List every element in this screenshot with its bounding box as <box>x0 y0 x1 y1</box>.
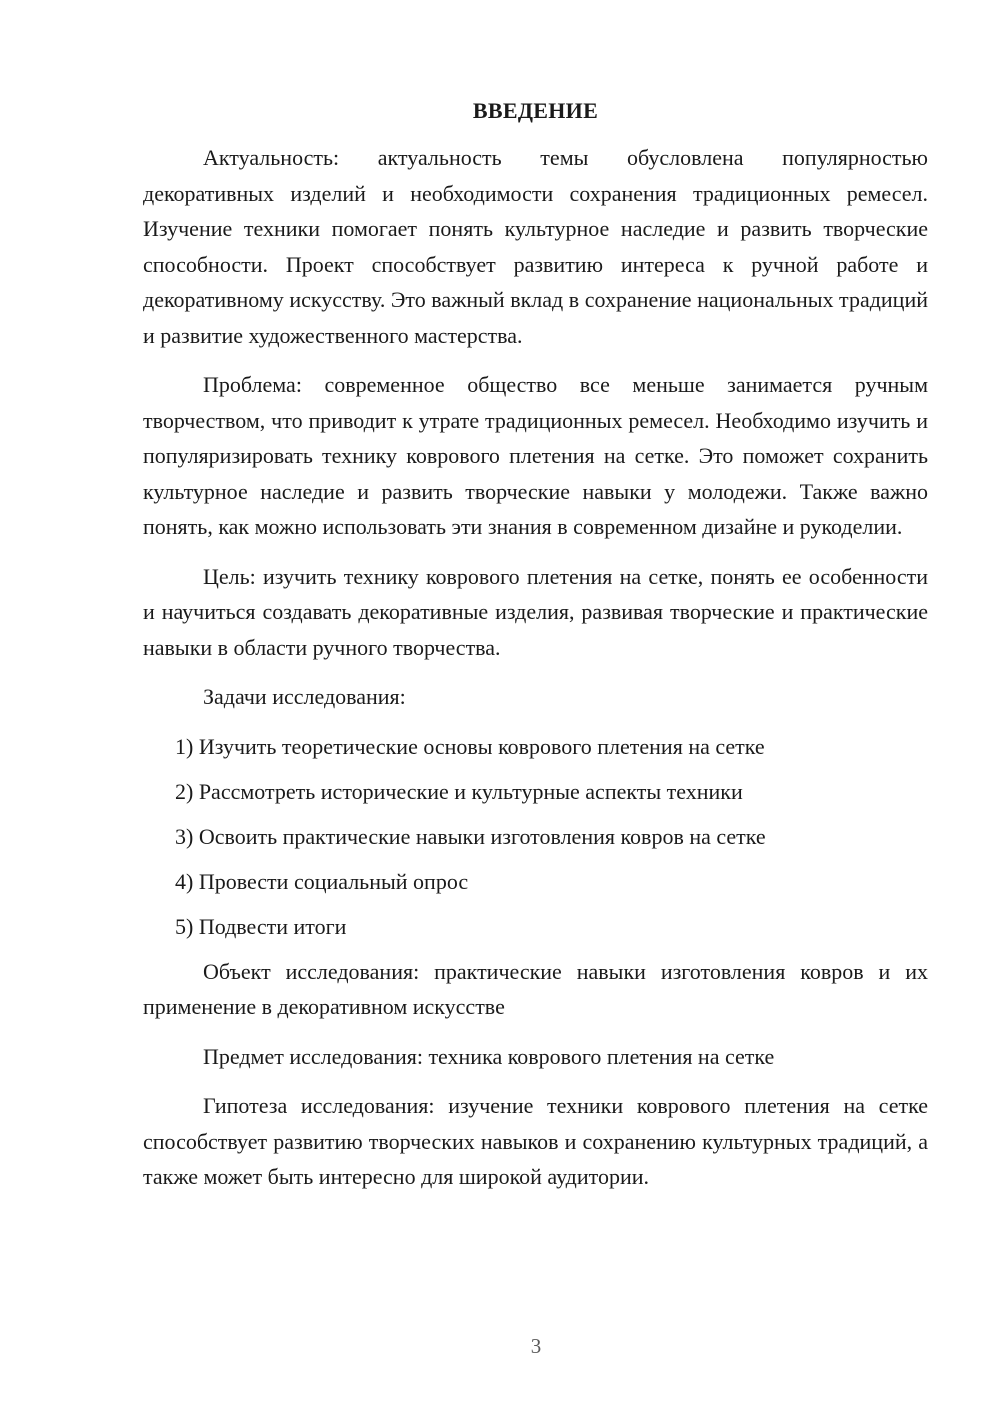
task-item: 1) Изучить теоретические основы коврового плетения на сетке <box>175 733 765 759</box>
task-item: 3) Освоить практические навыки изготовления ковров на сетке <box>175 823 766 849</box>
task-item: 2) Рассмотреть исторические и культурные аспекты техники <box>175 778 743 804</box>
hypothesis-paragraph: Гипотеза исследования: изучение техники коврового плетения на сетке способствует развитию творческих навыков и сохранению культурных традиций, а также может быть интересно для широкой аудитории. <box>143 1093 928 1189</box>
tasks-list <box>143 729 928 945</box>
document-page <box>143 96 928 1209</box>
task-item: 5) Подвести итоги <box>175 913 347 939</box>
relevance-paragraph: Актуальность: актуальность темы обусловлена популярностью декоративных изделий и необходимости сохранения традиционных ремесел. Изучение техники помогает понять культурное наследие и развить творческие способности. Проект способствует развитию интереса к ручной работе и декоративному искусству. Это важный вклад в сохранение национальных традиций и развитие художественного мастерства. <box>143 145 928 348</box>
subject-paragraph: Предмет исследования: техника коврового плетения на сетке <box>203 1043 775 1069</box>
problem-paragraph: Проблема: современное общество все меньше занимается ручным творчеством, что приводит к утрате традиционных ремесел. Необходимо изучить и популяризировать технику коврового плетения на сетке. Это поможет сохранить культурное наследие и развить творческие навыки у молодежи. Также важно понять, как можно использовать эти знания в современном дизайне и рукоделии. <box>143 372 928 539</box>
page-number: 3 <box>530 1334 542 1358</box>
object-paragraph: Объект исследования: практические навыки изготовления ковров и их применение в декоративном искусстве <box>143 958 928 1019</box>
tasks-heading: Задачи исследования: <box>203 684 406 709</box>
page-title: ВВЕДЕНИЕ <box>472 98 599 123</box>
goal-paragraph: Цель: изучить технику коврового плетения на сетке, понять ее особенности и научиться создавать декоративные изделия, развивая творческие и практические навыки в области ручного творчества. <box>143 563 928 660</box>
task-item: 4) Провести социальный опрос <box>175 868 469 894</box>
